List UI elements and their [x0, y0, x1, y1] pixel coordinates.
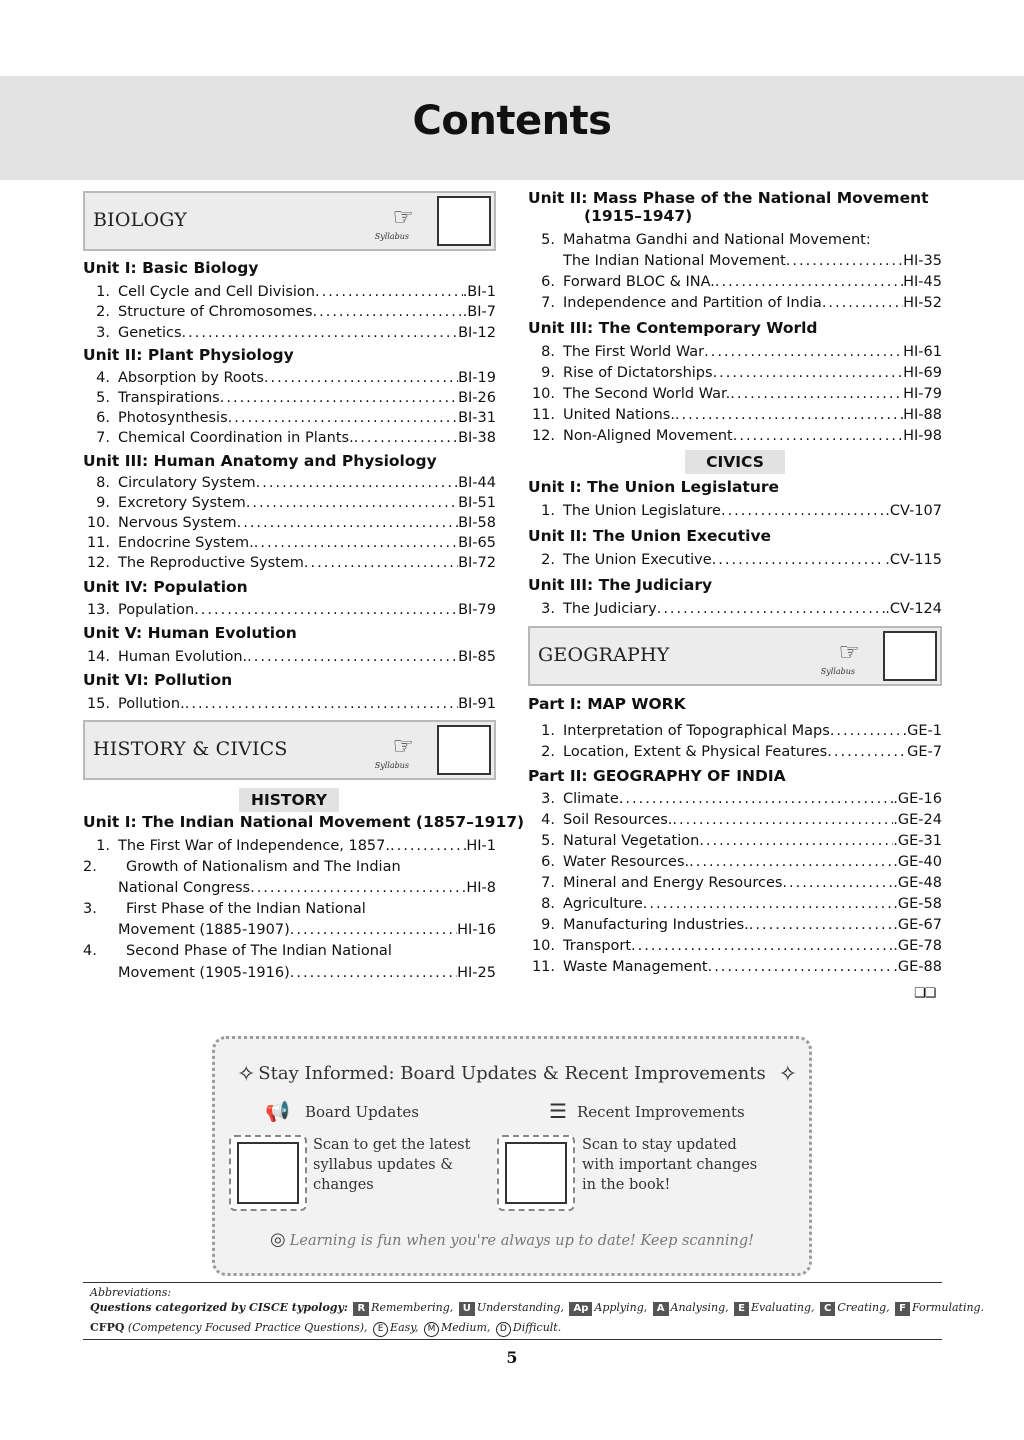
- entry-title: Mineral and Energy Resources: [563, 875, 783, 891]
- code-badge: A: [653, 1302, 669, 1316]
- leader-dots: [689, 852, 893, 872]
- toc-entry[interactable]: [528, 426, 942, 446]
- entry-title: Mahatma Gandhi and National Movement:: [563, 232, 871, 248]
- qr-caption: Syllabus: [820, 667, 855, 676]
- entry-title: The Second World War.: [563, 386, 731, 402]
- info-footer: [215, 1229, 809, 1250]
- toc-entry[interactable]: [83, 553, 496, 573]
- entry-page: .BI-1: [462, 284, 496, 300]
- cfpq-text: (Competency Focused Practice Questions),: [127, 1321, 368, 1334]
- entry-number: 8.: [96, 475, 110, 491]
- entry-number: 9.: [541, 365, 555, 381]
- toc-entry[interactable]: [528, 873, 942, 893]
- leader-dots: [313, 302, 463, 322]
- unit-heading: Unit VI: Pollution: [83, 671, 233, 689]
- leader-dots: [315, 282, 463, 302]
- entry-page: HI-1: [466, 838, 496, 854]
- toc-entry[interactable]: [83, 963, 496, 983]
- entry-page: BI-65: [458, 535, 496, 551]
- entry-number: 2.: [96, 304, 110, 320]
- info-footer-text: Learning is fun when you're always up to date! Keep scanning!: [289, 1233, 754, 1249]
- entry-title: Movement (1905-1916): [118, 965, 290, 981]
- entry-page: HI-8: [466, 880, 496, 896]
- entry-number: 4.: [83, 943, 97, 959]
- entry-number: 2.: [83, 859, 97, 875]
- entry-page: HI-16: [457, 922, 496, 938]
- leader-dots: [304, 553, 458, 573]
- toc-entry[interactable]: [528, 810, 942, 830]
- leader-dots: [749, 915, 894, 935]
- entry-title: The Union Legislature: [563, 503, 721, 519]
- entry-title: Excretory System: [118, 495, 246, 511]
- level-badge: E: [373, 1322, 388, 1337]
- entry-number: 5.: [541, 833, 555, 849]
- unit-heading: Unit II: The Union Executive: [528, 527, 772, 545]
- geography-header: [528, 626, 942, 686]
- entry-title: Structure of Chromosomes: [118, 304, 313, 320]
- entry-number: 10.: [531, 938, 555, 954]
- entry-title: Climate: [563, 791, 619, 807]
- code-text: Applying,: [594, 1301, 648, 1314]
- toc-entry[interactable]: [83, 408, 496, 428]
- entry-number: 12.: [86, 555, 110, 571]
- entry-title: Second Phase of The Indian National: [126, 943, 392, 959]
- toc-entry[interactable]: [528, 363, 942, 383]
- unit-heading: Unit I: Basic Biology: [83, 259, 259, 277]
- history-tag: HISTORY: [239, 788, 339, 812]
- entry-title: Endocrine System.: [118, 535, 254, 551]
- books-icon: ☰: [549, 1101, 567, 1123]
- entry-number: 6.: [541, 274, 555, 290]
- leader-dots: [619, 789, 893, 809]
- unit-heading: Unit I: The Indian National Movement (1857–1917): [83, 813, 525, 831]
- recent-improvements-qr[interactable]: [497, 1135, 575, 1211]
- toc-entry[interactable]: [528, 915, 942, 935]
- entry-page: HI-45: [903, 274, 942, 290]
- entry-title: Water Resources.: [563, 854, 690, 870]
- entry-number: 9.: [96, 495, 110, 511]
- entry-title: Independence and Partition of India: [563, 295, 822, 311]
- history-civics-header: [83, 720, 496, 780]
- info-title: Stay Informed: Board Updates & Recent Improvements: [258, 1063, 766, 1084]
- leader-dots: [254, 533, 458, 553]
- leader-dots: [354, 428, 458, 448]
- leader-dots: [830, 721, 907, 741]
- entry-page: BI-19: [458, 370, 496, 386]
- leader-dots: [786, 251, 903, 271]
- toc-entry-line: [83, 857, 496, 877]
- leader-dots: [264, 368, 458, 388]
- toc-entry-line: [83, 941, 496, 961]
- entry-title: Movement (1885-1907): [118, 922, 290, 938]
- code-text: Creating,: [837, 1301, 890, 1314]
- toc-entry[interactable]: [528, 405, 942, 425]
- toc-entry[interactable]: [83, 513, 496, 533]
- leader-dots: [708, 957, 894, 977]
- recent-improvements-heading: Recent Improvements: [577, 1103, 745, 1121]
- level-badge: D: [496, 1322, 511, 1337]
- entry-page: HI-35: [903, 253, 942, 269]
- entry-number: 1.: [541, 723, 555, 739]
- pointing-hand-icon: ☞: [838, 638, 860, 666]
- entry-number: 6.: [96, 410, 110, 426]
- leader-dots: [730, 384, 903, 404]
- entry-page: .GE-48: [893, 875, 942, 891]
- toc-entry[interactable]: [83, 368, 496, 388]
- entry-page: .GE-58: [893, 896, 942, 912]
- entry-page: .GE-78: [893, 938, 942, 954]
- entry-page: .BI-7: [462, 304, 496, 320]
- entry-title: Pollution.: [118, 696, 185, 712]
- level-text: Difficult.: [512, 1321, 562, 1334]
- code-text: Evaluating,: [750, 1301, 815, 1314]
- entry-page: .GE-24: [893, 812, 942, 828]
- code-badge: E: [734, 1302, 749, 1316]
- sparkle-icon: ✧: [237, 1061, 256, 1086]
- leader-dots: [643, 894, 894, 914]
- entry-page: .GE-31: [893, 833, 942, 849]
- leader-dots: [782, 873, 893, 893]
- entry-page: GE-7: [907, 744, 942, 760]
- end-mark-icon: ❑❑: [914, 986, 936, 1001]
- entry-number: 3.: [96, 325, 110, 341]
- page-title: Contents: [412, 98, 612, 144]
- toc-entry[interactable]: [83, 600, 496, 620]
- toc-entry[interactable]: [528, 894, 942, 914]
- toc-entry[interactable]: [83, 302, 496, 322]
- entry-page: BI-58: [458, 515, 496, 531]
- leader-dots: [827, 742, 907, 762]
- cfpq-label: CFPQ: [90, 1321, 125, 1334]
- toc-entry[interactable]: [528, 599, 942, 619]
- unit-heading: Unit III: The Contemporary World: [528, 319, 818, 337]
- toc-entry[interactable]: [83, 533, 496, 553]
- entry-page: .CV-124: [885, 601, 942, 617]
- unit-heading: Unit III: The Judiciary: [528, 576, 713, 594]
- entry-page: .CV-115: [885, 552, 942, 568]
- entry-number: 7.: [96, 430, 110, 446]
- toc-entry[interactable]: [528, 852, 942, 872]
- entry-title: Agriculture: [563, 896, 643, 912]
- entry-title: Population: [118, 602, 195, 618]
- recent-improvements-text: Scan to stay updated with important changes in the book!: [582, 1137, 758, 1193]
- entry-number: 7.: [541, 875, 555, 891]
- sparkle-icon: ✧: [778, 1061, 797, 1086]
- entry-page: BI-38: [458, 430, 496, 446]
- entry-number: 11.: [531, 959, 555, 975]
- entry-title: Cell Cycle and Cell Division: [118, 284, 315, 300]
- toc-entry-line: [83, 899, 496, 919]
- leader-dots: [290, 963, 457, 983]
- entry-title: Photosynthesis: [118, 410, 228, 426]
- leader-dots: [246, 493, 458, 513]
- qr-code-icon[interactable]: [883, 631, 937, 681]
- entry-title: First Phase of the Indian National: [126, 901, 366, 917]
- toc-entry[interactable]: [528, 501, 942, 521]
- civics-tag: CIVICS: [685, 450, 785, 474]
- leader-dots: [733, 426, 903, 446]
- biology-header: [83, 191, 496, 251]
- entry-number: 11.: [86, 535, 110, 551]
- entry-title: Transport: [563, 938, 632, 954]
- unit-heading-continued: (1915–1947): [584, 207, 693, 225]
- leader-dots: [220, 388, 458, 408]
- target-icon: ◎: [270, 1229, 286, 1250]
- board-updates-heading: Board Updates: [305, 1103, 419, 1121]
- toc-entry[interactable]: [83, 282, 496, 302]
- leader-dots: [672, 810, 893, 830]
- code-text: Understanding,: [476, 1301, 564, 1314]
- entry-page: HI-52: [903, 295, 942, 311]
- leader-dots: [699, 831, 893, 851]
- leader-dots: [228, 408, 458, 428]
- entry-number: 13.: [86, 602, 110, 618]
- code-text: Analysing,: [670, 1301, 729, 1314]
- entry-title: The First World War: [563, 344, 705, 360]
- unit-heading: Part I: MAP WORK: [528, 695, 686, 713]
- entry-title: Circulatory System: [118, 475, 256, 491]
- leader-dots: [237, 513, 458, 533]
- entry-title: The First War of Independence, 1857.: [118, 838, 390, 854]
- entry-page: BI-85: [458, 649, 496, 665]
- leader-dots: [247, 647, 458, 667]
- entry-title: The Judiciary: [563, 601, 657, 617]
- entry-title: The Indian National Movement: [563, 253, 786, 269]
- entry-title: Human Evolution.: [118, 649, 248, 665]
- entry-number: 10.: [86, 515, 110, 531]
- divider: [83, 1282, 942, 1283]
- leader-dots: [822, 293, 903, 313]
- entry-title: National Congress: [118, 880, 251, 896]
- entry-number: 3.: [83, 901, 97, 917]
- entry-title: Genetics: [118, 325, 182, 341]
- leader-dots: [657, 599, 886, 619]
- toc-entry[interactable]: [83, 493, 496, 513]
- entry-page: HI-69: [903, 365, 942, 381]
- leader-dots: [715, 272, 903, 292]
- entry-number: 7.: [541, 295, 555, 311]
- toc-entry[interactable]: [83, 428, 496, 448]
- entry-number: 9.: [541, 917, 555, 933]
- entry-page: HI-25: [457, 965, 496, 981]
- leader-dots: [185, 694, 458, 714]
- leader-dots: [250, 878, 466, 898]
- board-updates-qr[interactable]: [229, 1135, 307, 1211]
- entry-title: Chemical Coordination in Plants.: [118, 430, 354, 446]
- entry-page: .GE-88: [893, 959, 942, 975]
- entry-title: Forward BLOC & INA.: [563, 274, 715, 290]
- entry-page: .GE-40: [893, 854, 942, 870]
- code-text: Remembering,: [371, 1301, 454, 1314]
- entry-number: 4.: [541, 812, 555, 828]
- subject-name: GEOGRAPHY: [538, 644, 670, 666]
- entry-page: BI-31: [458, 410, 496, 426]
- entry-title: The Reproductive System: [118, 555, 304, 571]
- entry-title: Nervous System: [118, 515, 237, 531]
- entry-page: HI-79: [903, 386, 942, 402]
- qr-code-icon: [237, 1142, 299, 1204]
- entry-number: 8.: [541, 344, 555, 360]
- entry-number: 15.: [86, 696, 110, 712]
- leader-dots: [631, 936, 893, 956]
- entry-number: 12.: [531, 428, 555, 444]
- leader-dots: [290, 920, 457, 940]
- entry-number: 1.: [96, 284, 110, 300]
- toc-entry[interactable]: [528, 957, 942, 977]
- toc-entry[interactable]: [83, 647, 496, 667]
- entry-page: BI-44: [458, 475, 496, 491]
- subject-name: HISTORY & CIVICS: [93, 738, 288, 760]
- entry-title: United Nations.: [563, 407, 675, 423]
- unit-heading: Part II: GEOGRAPHY OF INDIA: [528, 767, 786, 785]
- pointing-hand-icon: ☞: [392, 203, 414, 231]
- page-number: 5: [506, 1348, 518, 1367]
- entry-title: Interpretation of Topographical Maps: [563, 723, 830, 739]
- toc-entry[interactable]: [83, 836, 496, 856]
- toc-entry[interactable]: [528, 742, 942, 762]
- toc-entry[interactable]: [528, 550, 942, 570]
- code-badge: F: [895, 1302, 910, 1316]
- megaphone-icon: 📢: [265, 1101, 290, 1123]
- typology-line: [90, 1301, 984, 1316]
- pointing-hand-icon: ☞: [392, 732, 414, 760]
- board-updates-text: Scan to get the latest syllabus updates & changes: [313, 1137, 471, 1193]
- entry-page: BI-72: [458, 555, 496, 571]
- toc-entry[interactable]: [83, 473, 496, 493]
- entry-page: BI-12: [458, 325, 496, 341]
- toc-entry[interactable]: [528, 721, 942, 741]
- entry-title: Soil Resources.: [563, 812, 673, 828]
- entry-number: 10.: [531, 386, 555, 402]
- entry-title: Absorption by Roots: [118, 370, 264, 386]
- toc-entry[interactable]: [83, 920, 496, 940]
- entry-number: 14.: [86, 649, 110, 665]
- divider: [83, 1339, 942, 1340]
- toc-entry[interactable]: [83, 388, 496, 408]
- entry-page: HI-61: [903, 344, 942, 360]
- toc-entry[interactable]: [528, 251, 942, 271]
- code-text: Formulating.: [912, 1301, 985, 1314]
- entry-title: Waste Management: [563, 959, 708, 975]
- qr-code-icon: [505, 1142, 567, 1204]
- toc-entry[interactable]: [83, 694, 496, 714]
- entry-title: Natural Vegetation: [563, 833, 700, 849]
- entry-page: HI-88: [903, 407, 942, 423]
- code-badge: Ap: [569, 1302, 592, 1316]
- entry-number: 2.: [541, 552, 555, 568]
- abbreviations-label: Abbreviations:: [90, 1286, 172, 1299]
- toc-entry[interactable]: [83, 878, 496, 898]
- code-badge: U: [459, 1302, 475, 1316]
- subject-name: BIOLOGY: [93, 209, 188, 231]
- unit-heading: Unit IV: Population: [83, 578, 248, 596]
- entry-number: 1.: [541, 503, 555, 519]
- toc-entry[interactable]: [528, 272, 942, 292]
- level-text: Easy,: [390, 1321, 419, 1334]
- leader-dots: [182, 323, 459, 343]
- entry-number: 2.: [541, 744, 555, 760]
- toc-entry[interactable]: [528, 384, 942, 404]
- entry-page: .GE-16: [893, 791, 942, 807]
- entry-number: 6.: [541, 854, 555, 870]
- unit-heading: Unit II: Plant Physiology: [83, 346, 294, 364]
- qr-code-icon[interactable]: [437, 725, 491, 775]
- toc-entry[interactable]: [528, 293, 942, 313]
- entry-number: 8.: [541, 896, 555, 912]
- typology-label: Questions categorized by CISCE typology:: [90, 1301, 348, 1314]
- level-line: [90, 1321, 561, 1337]
- entry-number: 11.: [531, 407, 555, 423]
- toc-entry[interactable]: [528, 936, 942, 956]
- code-badge: C: [820, 1302, 835, 1316]
- unit-heading: Unit I: The Union Legislature: [528, 478, 780, 496]
- entry-page: GE-1: [907, 723, 942, 739]
- unit-heading: Unit V: Human Evolution: [83, 624, 297, 642]
- entry-number: 5.: [96, 390, 110, 406]
- entry-page: BI-26: [458, 390, 496, 406]
- entry-page: BI-91: [458, 696, 496, 712]
- entry-number: 3.: [541, 601, 555, 617]
- entry-title: The Union Executive: [563, 552, 712, 568]
- toc-entry[interactable]: [528, 342, 942, 362]
- leader-dots: [704, 342, 903, 362]
- leader-dots: [390, 836, 466, 856]
- leader-dots: [675, 405, 903, 425]
- unit-heading: Unit III: Human Anatomy and Physiology: [83, 452, 437, 470]
- leader-dots: [256, 473, 458, 493]
- leader-dots: [194, 600, 458, 620]
- entry-page: .GE-67: [893, 917, 942, 933]
- title-band: [0, 76, 1024, 180]
- entry-title: Non-Aligned Movement: [563, 428, 733, 444]
- entry-page: BI-79: [458, 602, 496, 618]
- entry-title: Growth of Nationalism and The Indian: [126, 859, 401, 875]
- entry-number: 5.: [541, 232, 555, 248]
- toc-entry-line: [528, 230, 942, 250]
- entry-page: .CV-107: [885, 503, 942, 519]
- stay-informed-box: [212, 1036, 812, 1276]
- entry-title: Location, Extent & Physical Features: [563, 744, 828, 760]
- level-text: Medium,: [441, 1321, 491, 1334]
- entry-title: Manufacturing Industries.: [563, 917, 749, 933]
- toc-entry[interactable]: [528, 789, 942, 809]
- code-badge: R: [353, 1302, 369, 1316]
- qr-caption: Syllabus: [374, 761, 409, 770]
- toc-entry[interactable]: [83, 323, 496, 343]
- leader-dots: [713, 363, 904, 383]
- entry-title: Rise of Dictatorships: [563, 365, 713, 381]
- unit-heading: Unit II: Mass Phase of the National Movement: [528, 189, 929, 207]
- level-badge: M: [424, 1322, 439, 1337]
- qr-code-icon[interactable]: [437, 196, 491, 246]
- leader-dots: [712, 550, 886, 570]
- entry-number: 4.: [96, 370, 110, 386]
- entry-number: 1.: [96, 838, 110, 854]
- entry-title: Transpirations: [118, 390, 220, 406]
- entry-page: BI-51: [458, 495, 496, 511]
- toc-entry[interactable]: [528, 831, 942, 851]
- qr-caption: Syllabus: [374, 232, 409, 241]
- entry-page: HI-98: [903, 428, 942, 444]
- entry-number: 3.: [541, 791, 555, 807]
- leader-dots: [721, 501, 885, 521]
